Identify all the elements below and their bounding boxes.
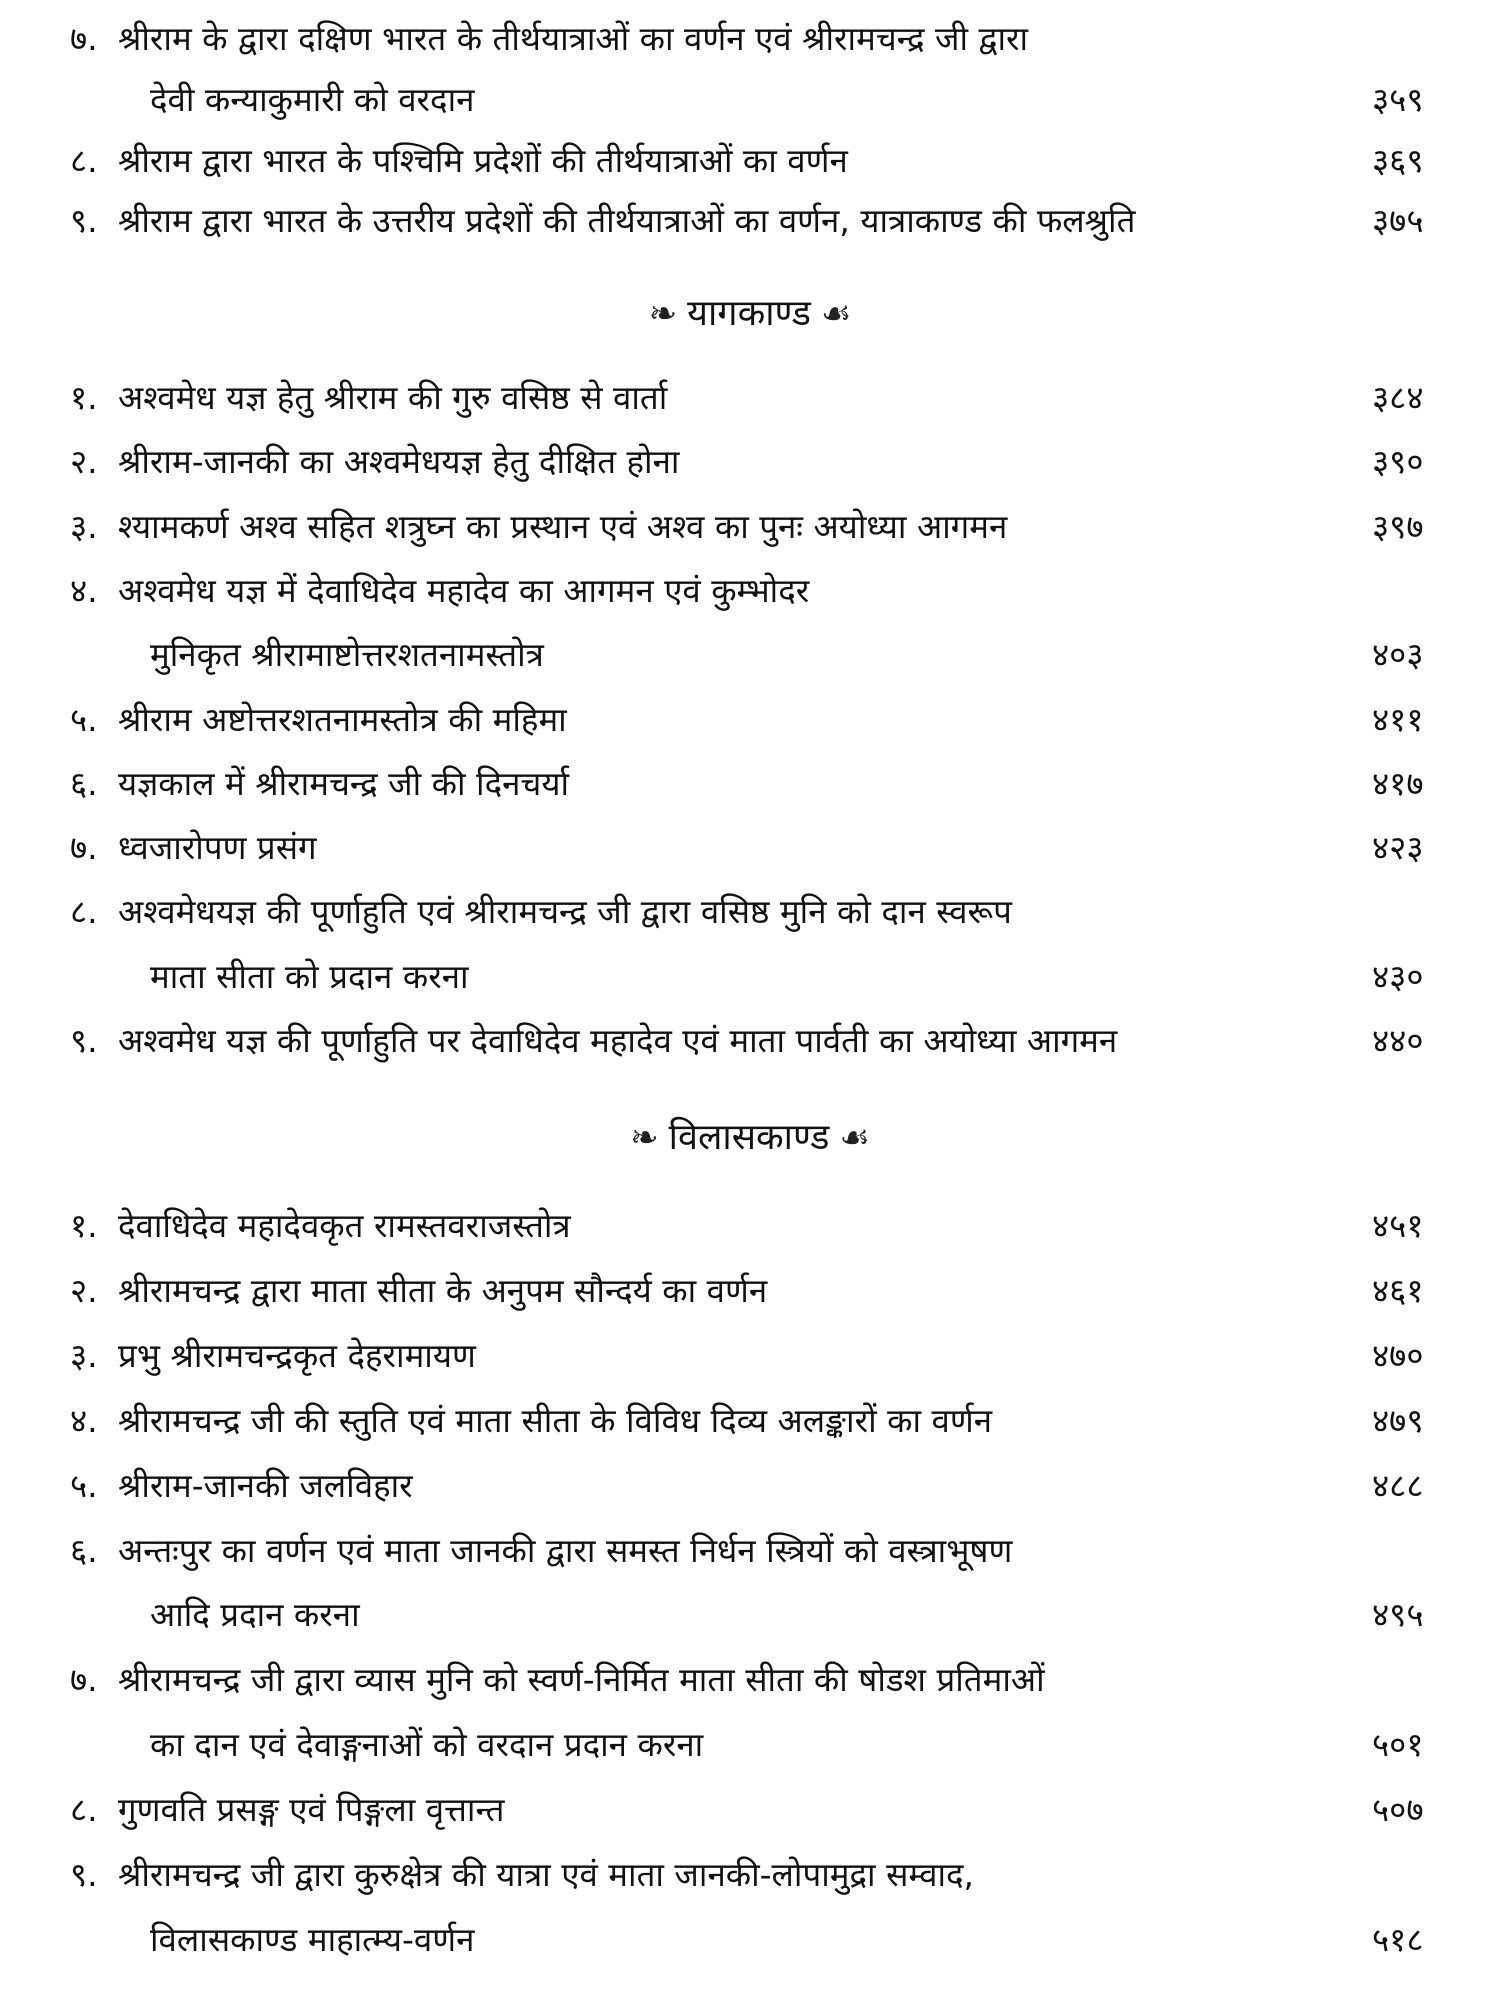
section-heading xyxy=(0,284,1500,344)
page-number: ५१८ xyxy=(1372,1919,1424,1959)
toc-entry[interactable] xyxy=(0,1650,1500,1710)
entry-title: श्यामकर्ण अश्व सहित शत्रुघ्न का प्रस्थान एवं अश्व का पुनः अयोध्या आगमन xyxy=(118,506,1008,546)
ornament-right-icon: ☙ xyxy=(839,1118,870,1158)
page-number: ४१७ xyxy=(1372,763,1424,803)
page-number: ४११ xyxy=(1372,699,1424,739)
entry-number: ९. xyxy=(70,1021,98,1060)
entry-number: ५. xyxy=(70,1465,98,1505)
page-number: ४६१ xyxy=(1372,1270,1424,1310)
entry-title: श्रीराम द्वारा भारत के उत्तरीय प्रदेशों की तीर्थयात्राओं का वर्णन, यात्राकाण्ड की फलश्रुति xyxy=(118,201,1136,241)
toc-entry[interactable] xyxy=(0,690,1500,750)
entry-number: ४. xyxy=(70,570,98,610)
entry-number: ७. xyxy=(70,828,98,868)
page-number: ३९७ xyxy=(1372,506,1424,546)
entry-title: श्रीरामचन्द्र जी द्वारा कुरुक्षेत्र की यात्रा एवं माता जानकी-लोपामुद्रा सम्वाद, xyxy=(118,1855,975,1894)
entry-number: ९. xyxy=(70,201,98,241)
entry-number: २. xyxy=(70,442,98,482)
toc-entry[interactable] xyxy=(0,131,1500,191)
entry-title: श्रीरामचन्द्र जी की स्तुति एवं माता सीता के विविध दिव्य अलङ्कारों का वर्णन xyxy=(118,1400,993,1440)
entry-title: अश्वमेध यज्ञ हेतु श्रीराम की गुरु वसिष्ठ से वार्ता xyxy=(118,378,668,417)
page-number: ३८४ xyxy=(1372,378,1424,417)
page-number: ४२३ xyxy=(1372,828,1424,868)
entry-number: ३. xyxy=(70,506,98,546)
page-number: ४०३ xyxy=(1372,635,1424,675)
entry-number: ५. xyxy=(70,699,98,739)
toc-entry-continuation[interactable] xyxy=(0,70,1500,130)
entry-title: श्रीराम-जानकी का अश्वमेधयज्ञ हेतु दीक्षित होना xyxy=(118,442,680,482)
ornament-left-icon: ❧ xyxy=(630,1118,659,1158)
toc-entry-continuation[interactable] xyxy=(0,1910,1500,1970)
toc-entry[interactable] xyxy=(0,1780,1500,1840)
entry-number: २. xyxy=(70,1270,98,1310)
ornament-left-icon: ❧ xyxy=(648,294,678,334)
entry-number: ८. xyxy=(70,140,98,180)
toc-entry[interactable] xyxy=(0,818,1500,878)
toc-entry[interactable] xyxy=(0,1326,1500,1386)
toc-entry-continuation[interactable] xyxy=(0,947,1500,1007)
entry-number: ३. xyxy=(70,1335,98,1375)
ornament-right-icon: ☙ xyxy=(820,294,852,334)
toc-entry[interactable] xyxy=(0,191,1500,251)
entry-number: ६. xyxy=(70,763,98,803)
entry-title: श्रीराम द्वारा भारत के पश्चिमि प्रदेशों की तीर्थयात्राओं का वर्णन xyxy=(118,140,848,180)
entry-number: १. xyxy=(70,1206,98,1245)
entry-title: ध्वजारोपण प्रसंग xyxy=(118,828,317,868)
entry-title: गुणवति प्रसङ्ग एवं पिङ्गला वृत्तान्त xyxy=(118,1790,505,1830)
entry-number: १. xyxy=(70,378,98,417)
toc-entry[interactable] xyxy=(0,1391,1500,1451)
page-number: ४५१ xyxy=(1372,1206,1424,1245)
entry-title: अश्वमेध यज्ञ की पूर्णाहुति पर देवाधिदेव महादेव एवं माता पार्वती का अयोध्या आगमन xyxy=(118,1021,1118,1060)
page-number: ३९० xyxy=(1372,442,1424,482)
page-number: ४८८ xyxy=(1372,1465,1424,1505)
entry-number: ८. xyxy=(70,892,98,932)
toc-entry[interactable] xyxy=(0,432,1500,492)
entry-number: ९. xyxy=(70,1855,98,1894)
page-number: ४९५ xyxy=(1372,1595,1424,1635)
page-number: ३७५ xyxy=(1372,201,1424,241)
entry-title: देवी कन्याकुमारी को वरदान xyxy=(150,79,475,119)
entry-title: यज्ञकाल में श्रीरामचन्द्र जी की दिनचर्या xyxy=(118,763,570,803)
toc-entry[interactable] xyxy=(0,561,1500,621)
entry-title: देवाधिदेव महादेवकृत रामस्तवराजस्तोत्र xyxy=(118,1206,571,1245)
section-title: विलासकाण्ड xyxy=(668,1117,830,1158)
page-number: ४७९ xyxy=(1372,1400,1424,1440)
page-number: ४७० xyxy=(1372,1335,1424,1375)
entry-number: ६. xyxy=(70,1530,98,1570)
toc-entry-continuation[interactable] xyxy=(0,1715,1500,1775)
entry-title: विलासकाण्ड माहात्म्य-वर्णन xyxy=(150,1919,475,1959)
entry-title: मुनिकृत श्रीरामाष्टोत्तरशतनामस्तोत्र xyxy=(150,635,544,675)
toc-entry[interactable] xyxy=(0,1456,1500,1516)
page-number: ५०७ xyxy=(1372,1790,1424,1830)
toc-entry[interactable] xyxy=(0,1261,1500,1321)
entry-title: अश्वमेध यज्ञ में देवाधिदेव महादेव का आगमन एवं कुम्भोदर xyxy=(118,570,810,610)
toc-entry[interactable] xyxy=(0,497,1500,557)
entry-title: श्रीरामचन्द्र जी द्वारा व्यास मुनि को स्वर्ण-निर्मित माता सीता की षोडश प्रतिमाओं xyxy=(118,1660,1045,1700)
entry-title: श्रीराम के द्वारा दक्षिण भारत के तीर्थयात्राओं का वर्णन एवं श्रीरामचन्द्र जी द्वारा xyxy=(118,19,1029,58)
entry-title: श्रीराम अष्टोत्तरशतनामस्तोत्र की महिमा xyxy=(118,699,567,739)
entry-title: प्रभु श्रीरामचन्द्रकृत देहरामायण xyxy=(118,1335,476,1375)
entry-title: श्रीरामचन्द्र द्वारा माता सीता के अनुपम सौन्दर्य का वर्णन xyxy=(118,1270,768,1310)
toc-entry-continuation[interactable] xyxy=(0,1585,1500,1645)
section-heading xyxy=(0,1108,1500,1168)
toc-entry[interactable] xyxy=(0,9,1500,69)
section-title: यागकाण्ड xyxy=(687,293,811,334)
page-number: ५०१ xyxy=(1372,1725,1424,1765)
entry-number: ८. xyxy=(70,1790,98,1830)
entry-title: माता सीता को प्रदान करना xyxy=(150,956,469,996)
entry-number: ७. xyxy=(70,19,98,58)
toc-entry[interactable] xyxy=(0,368,1500,428)
toc-entry-continuation[interactable] xyxy=(0,625,1500,685)
entry-title: आदि प्रदान करना xyxy=(150,1595,360,1635)
toc-entry[interactable] xyxy=(0,1521,1500,1581)
toc-entry[interactable] xyxy=(0,754,1500,814)
entry-title: अश्वमेधयज्ञ की पूर्णाहुति एवं श्रीरामचन्द्र जी द्वारा वसिष्ठ मुनि को दान स्वरूप xyxy=(118,892,1012,932)
page-number: ३६९ xyxy=(1372,140,1424,180)
toc-entry[interactable] xyxy=(0,1845,1500,1905)
page-number: ४४० xyxy=(1372,1021,1424,1060)
page-number: ४३० xyxy=(1372,956,1424,996)
toc-entry[interactable] xyxy=(0,882,1500,942)
entry-number: ४. xyxy=(70,1400,98,1440)
entry-title: का दान एवं देवाङ्गनाओं को वरदान प्रदान करना xyxy=(150,1725,704,1765)
entry-title: श्रीराम-जानकी जलविहार xyxy=(118,1465,413,1505)
page-number: ३५९ xyxy=(1372,79,1424,119)
entry-title: अन्तःपुर का वर्णन एवं माता जानकी द्वारा समस्त निर्धन स्त्रियों को वस्त्राभूषण xyxy=(118,1530,1013,1570)
toc-entry[interactable] xyxy=(0,1196,1500,1256)
entry-number: ७. xyxy=(70,1660,98,1700)
toc-entry[interactable] xyxy=(0,1011,1500,1071)
